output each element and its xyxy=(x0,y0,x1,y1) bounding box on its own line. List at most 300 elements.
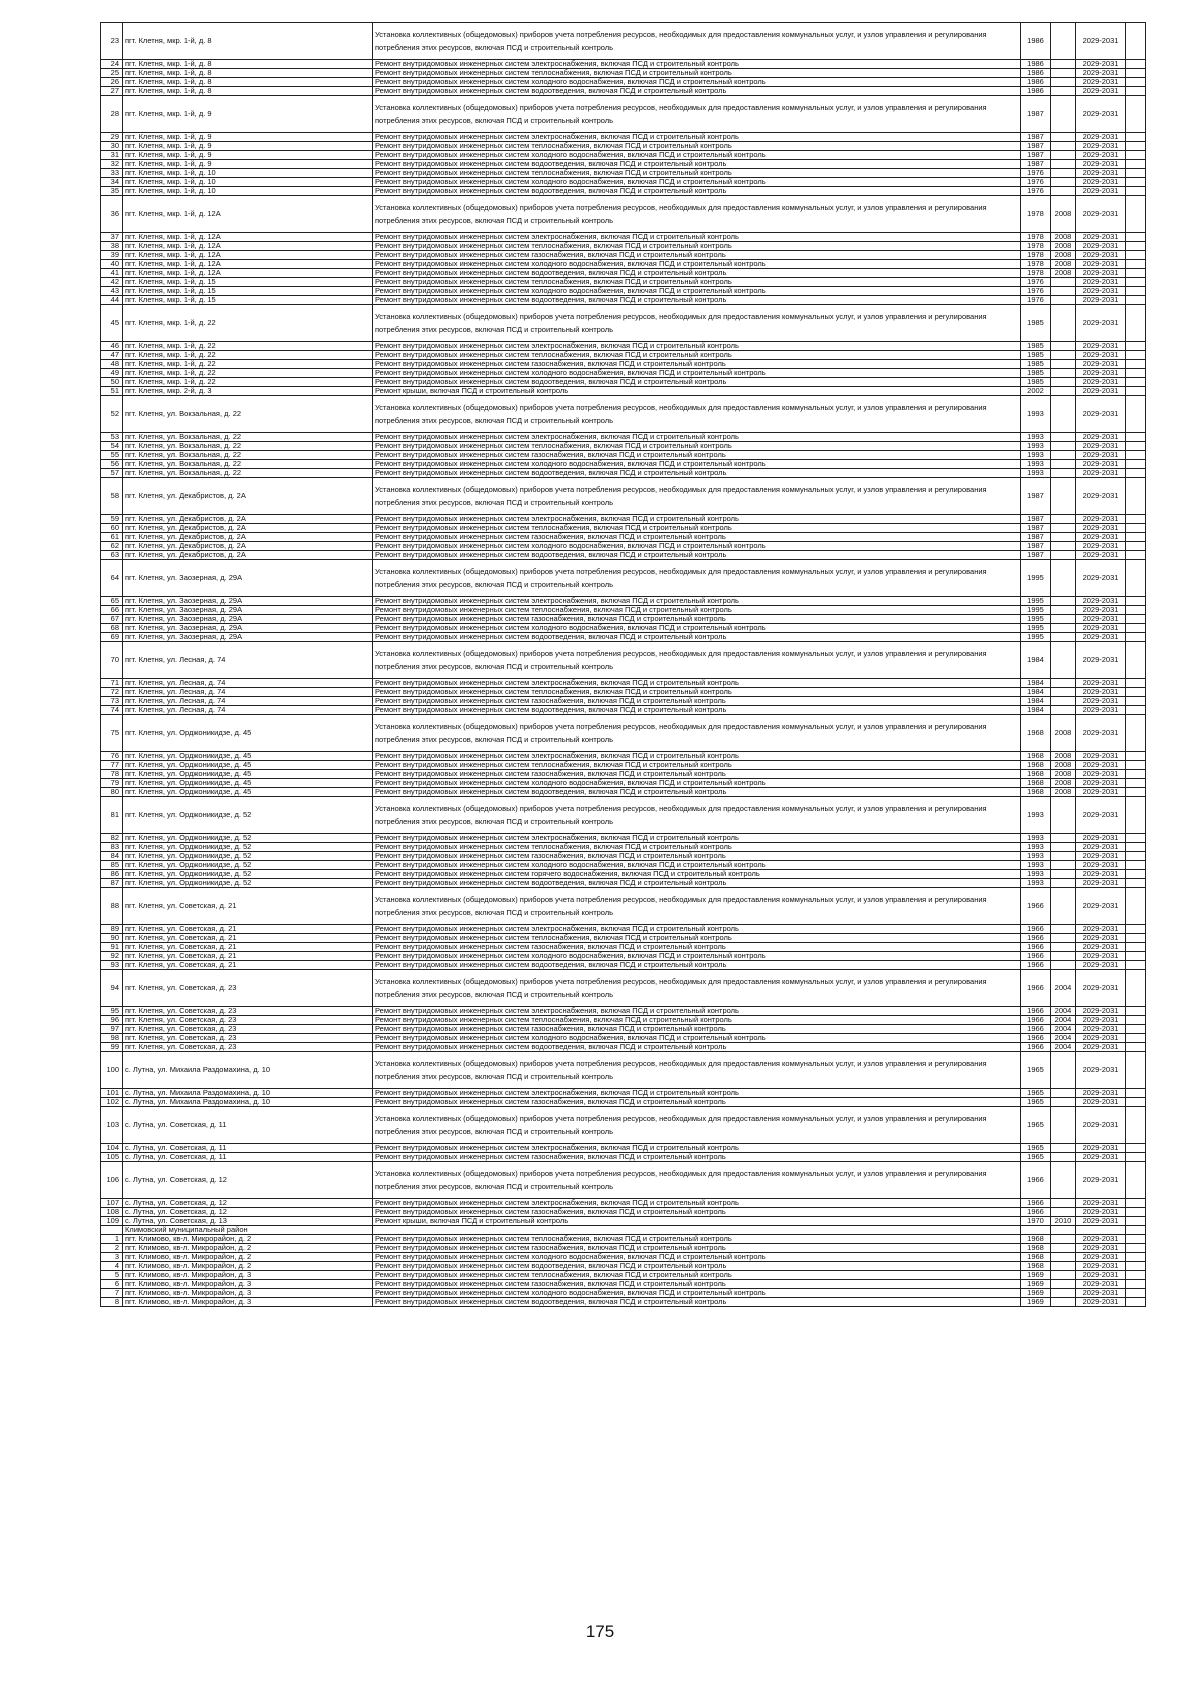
address-cell: пгт. Клетня, мкр. 1-й, д. 12А xyxy=(123,269,373,278)
row-number: 61 xyxy=(101,533,123,542)
address-cell: пгт. Климово, кв-л. Микрорайон, д. 2 xyxy=(123,1235,373,1244)
empty-cell xyxy=(1126,1253,1146,1262)
last-repair-year-cell xyxy=(1051,688,1076,697)
address-cell: пгт. Клетня, ул. Орджоникидзе, д. 52 xyxy=(123,852,373,861)
last-repair-year-cell xyxy=(1051,515,1076,524)
work-type-cell: Ремонт внутридомовых инженерных систем холодного водоснабжения, включая ПСД и строительный контроль xyxy=(373,287,1021,296)
address-cell: пгт. Клетня, ул. Лесная, д. 74 xyxy=(123,688,373,697)
row-number: 23 xyxy=(101,23,123,60)
table-row xyxy=(101,934,1146,943)
last-repair-year-cell: 2008 xyxy=(1051,761,1076,770)
table-row xyxy=(101,1144,1146,1153)
row-number: 41 xyxy=(101,269,123,278)
empty-cell xyxy=(1126,369,1146,378)
empty-cell xyxy=(1126,251,1146,260)
work-type-cell: Ремонт внутридомовых инженерных систем газоснабжения, включая ПСД и строительный контроль xyxy=(373,1244,1021,1253)
planned-period-cell: 2029-2031 xyxy=(1076,852,1126,861)
address-cell: пгт. Клетня, ул. Орджоникидзе, д. 45 xyxy=(123,752,373,761)
work-type-cell: Установка коллективных (общедомовых) приборов учета потребления ресурсов, необходимых для предоставления коммунальных услуг, и узлов управления и регулирования потребления этих ресурсов, включая ПСД и строительный контроль xyxy=(373,96,1021,133)
table-row xyxy=(101,597,1146,606)
address-cell: с. Лутна, ул. Советская, д. 11 xyxy=(123,1153,373,1162)
empty-cell xyxy=(1126,23,1146,60)
build-year-cell: 1987 xyxy=(1021,515,1051,524)
table-row xyxy=(101,679,1146,688)
work-type-cell: Установка коллективных (общедомовых) приборов учета потребления ресурсов, необходимых для предоставления коммунальных услуг, и узлов управления и регулирования потребления этих ресурсов, включая ПСД и строительный контроль xyxy=(373,1162,1021,1199)
empty-cell xyxy=(1126,178,1146,187)
table-row xyxy=(101,752,1146,761)
table-row xyxy=(101,1199,1146,1208)
empty-cell xyxy=(1126,1271,1146,1280)
build-year-cell: 1966 xyxy=(1021,1043,1051,1052)
planned-period-cell: 2029-2031 xyxy=(1076,60,1126,69)
table-row xyxy=(101,770,1146,779)
work-type-cell: Ремонт внутридомовых инженерных систем холодного водоснабжения, включая ПСД и строительный контроль xyxy=(373,779,1021,788)
build-year-cell: 1984 xyxy=(1021,688,1051,697)
build-year-cell: 1968 xyxy=(1021,779,1051,788)
build-year-cell: 1987 xyxy=(1021,160,1051,169)
empty-cell xyxy=(1126,378,1146,387)
work-type-cell: Ремонт внутридомовых инженерных систем теплоснабжения, включая ПСД и строительный контроль xyxy=(373,761,1021,770)
work-type-cell: Ремонт внутридомовых инженерных систем электроснабжения, включая ПСД и строительный контроль xyxy=(373,515,1021,524)
build-year-cell: 1968 xyxy=(1021,1262,1051,1271)
planned-period-cell: 2029-2031 xyxy=(1076,888,1126,925)
work-type-cell: Ремонт внутридомовых инженерных систем электроснабжения, включая ПСД и строительный контроль xyxy=(373,133,1021,142)
last-repair-year-cell xyxy=(1051,560,1076,597)
work-type-cell: Ремонт внутридомовых инженерных систем электроснабжения, включая ПСД и строительный контроль xyxy=(373,834,1021,843)
build-year-cell: 1966 xyxy=(1021,1199,1051,1208)
row-number: 86 xyxy=(101,870,123,879)
last-repair-year-cell xyxy=(1051,142,1076,151)
planned-period-cell: 2029-2031 xyxy=(1076,269,1126,278)
last-repair-year-cell xyxy=(1051,952,1076,961)
table-row xyxy=(101,542,1146,551)
address-cell: с. Лутна, ул. Советская, д. 13 xyxy=(123,1217,373,1226)
work-type-cell: Ремонт внутридомовых инженерных систем электроснабжения, включая ПСД и строительный контроль xyxy=(373,433,1021,442)
build-year-cell: 1985 xyxy=(1021,360,1051,369)
work-type-cell: Ремонт внутридомовых инженерных систем электроснабжения, включая ПСД и строительный контроль xyxy=(373,925,1021,934)
row-number: 108 xyxy=(101,1208,123,1217)
address-cell: пгт. Клетня, мкр. 1-й, д. 12А xyxy=(123,251,373,260)
planned-period-cell: 2029-2031 xyxy=(1076,460,1126,469)
work-type-cell: Установка коллективных (общедомовых) приборов учета потребления ресурсов, необходимых для предоставления коммунальных услуг, и узлов управления и регулирования потребления этих ресурсов, включая ПСД и строительный контроль xyxy=(373,970,1021,1007)
empty-cell xyxy=(1126,870,1146,879)
planned-period-cell: 2029-2031 xyxy=(1076,169,1126,178)
address-cell: пгт. Клетня, мкр. 1-й, д. 22 xyxy=(123,351,373,360)
row-number: 50 xyxy=(101,378,123,387)
build-year-cell: 1985 xyxy=(1021,305,1051,342)
build-year-cell: 1987 xyxy=(1021,524,1051,533)
empty-cell xyxy=(1126,715,1146,752)
build-year-cell: 1993 xyxy=(1021,433,1051,442)
address-cell: пгт. Климово, кв-л. Микрорайон, д. 3 xyxy=(123,1289,373,1298)
planned-period-cell: 2029-2031 xyxy=(1076,1025,1126,1034)
table-row xyxy=(101,606,1146,615)
address-cell: пгт. Клетня, ул. Советская, д. 23 xyxy=(123,970,373,1007)
table-row xyxy=(101,888,1146,925)
planned-period-cell: 2029-2031 xyxy=(1076,697,1126,706)
last-repair-year-cell xyxy=(1051,1089,1076,1098)
planned-period-cell: 2029-2031 xyxy=(1076,752,1126,761)
empty-cell xyxy=(1126,697,1146,706)
address-cell: пгт. Клетня, мкр. 1-й, д. 9 xyxy=(123,151,373,160)
row-number: 43 xyxy=(101,287,123,296)
work-type-cell: Ремонт внутридомовых инженерных систем электроснабжения, включая ПСД и строительный контроль xyxy=(373,1199,1021,1208)
planned-period-cell: 2029-2031 xyxy=(1076,133,1126,142)
address-cell: с. Лутна, ул. Советская, д. 12 xyxy=(123,1208,373,1217)
build-year-cell: 1987 xyxy=(1021,551,1051,560)
table-row xyxy=(101,460,1146,469)
row-number: 91 xyxy=(101,943,123,952)
row-number: 40 xyxy=(101,260,123,269)
work-type-cell: Ремонт внутридомовых инженерных систем холодного водоснабжения, включая ПСД и строительный контроль xyxy=(373,624,1021,633)
planned-period-cell: 2029-2031 xyxy=(1076,1034,1126,1043)
row-number: 37 xyxy=(101,233,123,242)
address-cell: пгт. Клетня, мкр. 1-й, д. 8 xyxy=(123,23,373,60)
table-row xyxy=(101,1262,1146,1271)
last-repair-year-cell xyxy=(1051,879,1076,888)
last-repair-year-cell xyxy=(1051,843,1076,852)
planned-period-cell: 2029-2031 xyxy=(1076,688,1126,697)
table-row xyxy=(101,96,1146,133)
empty-cell xyxy=(1126,296,1146,305)
work-type-cell: Ремонт внутридомовых инженерных систем теплоснабжения, включая ПСД и строительный контроль xyxy=(373,69,1021,78)
address-cell: пгт. Клетня, мкр. 1-й, д. 22 xyxy=(123,369,373,378)
table-row xyxy=(101,943,1146,952)
last-repair-year-cell xyxy=(1051,1235,1076,1244)
empty-cell xyxy=(1126,260,1146,269)
work-type-cell: Ремонт внутридомовых инженерных систем холодного водоснабжения, включая ПСД и строительный контроль xyxy=(373,1253,1021,1262)
build-year-cell: 1966 xyxy=(1021,970,1051,1007)
build-year-cell: 1993 xyxy=(1021,861,1051,870)
work-type-cell: Ремонт внутридомовых инженерных систем холодного водоснабжения, включая ПСД и строительный контроль xyxy=(373,952,1021,961)
empty-cell xyxy=(1126,888,1146,925)
last-repair-year-cell xyxy=(1051,1153,1076,1162)
table-row xyxy=(101,1289,1146,1298)
row-number: 68 xyxy=(101,624,123,633)
planned-period-cell: 2029-2031 xyxy=(1076,515,1126,524)
build-year-cell: 1966 xyxy=(1021,1025,1051,1034)
last-repair-year-cell xyxy=(1051,624,1076,633)
table-row xyxy=(101,142,1146,151)
empty-cell xyxy=(1126,1025,1146,1034)
build-year-cell: 1965 xyxy=(1021,1052,1051,1089)
table-row xyxy=(101,278,1146,287)
empty-cell xyxy=(1126,515,1146,524)
last-repair-year-cell: 2008 xyxy=(1051,269,1076,278)
row-number: 7 xyxy=(101,1289,123,1298)
empty-cell xyxy=(1126,852,1146,861)
build-year-cell: 1968 xyxy=(1021,1253,1051,1262)
build-year-cell: 1993 xyxy=(1021,396,1051,433)
address-cell: пгт. Клетня, мкр. 1-й, д. 15 xyxy=(123,287,373,296)
build-year-cell: 1968 xyxy=(1021,752,1051,761)
work-type-cell: Ремонт внутридомовых инженерных систем теплоснабжения, включая ПСД и строительный контроль xyxy=(373,169,1021,178)
planned-period-cell: 2029-2031 xyxy=(1076,560,1126,597)
table-row xyxy=(101,369,1146,378)
empty-cell xyxy=(1126,551,1146,560)
last-repair-year-cell xyxy=(1051,460,1076,469)
planned-period-cell: 2029-2031 xyxy=(1076,1280,1126,1289)
table-row xyxy=(101,251,1146,260)
table-row xyxy=(101,160,1146,169)
empty-cell xyxy=(1126,1226,1146,1235)
build-year-cell: 1969 xyxy=(1021,1298,1051,1307)
planned-period-cell: 2029-2031 xyxy=(1076,879,1126,888)
planned-period-cell: 2029-2031 xyxy=(1076,360,1126,369)
last-repair-year-cell xyxy=(1051,469,1076,478)
address-cell: пгт. Клетня, ул. Заозерная, д. 29А xyxy=(123,633,373,642)
last-repair-year-cell xyxy=(1051,797,1076,834)
address-cell: пгт. Клетня, ул. Декабристов, д. 2А xyxy=(123,533,373,542)
work-type-cell: Ремонт внутридомовых инженерных систем газоснабжения, включая ПСД и строительный контроль xyxy=(373,770,1021,779)
planned-period-cell: 2029-2031 xyxy=(1076,1153,1126,1162)
row-number: 99 xyxy=(101,1043,123,1052)
work-type-cell: Ремонт внутридомовых инженерных систем холодного водоснабжения, включая ПСД и строительный контроль xyxy=(373,178,1021,187)
build-year-cell: 1976 xyxy=(1021,178,1051,187)
empty-cell xyxy=(1126,1043,1146,1052)
row-number: 77 xyxy=(101,761,123,770)
empty-cell xyxy=(1126,843,1146,852)
build-year-cell: 1966 xyxy=(1021,888,1051,925)
work-type-cell: Ремонт внутридомовых инженерных систем холодного водоснабжения, включая ПСД и строительный контроль xyxy=(373,369,1021,378)
last-repair-year-cell: 2010 xyxy=(1051,1217,1076,1226)
last-repair-year-cell xyxy=(1051,1271,1076,1280)
planned-period-cell: 2029-2031 xyxy=(1076,615,1126,624)
empty-cell xyxy=(1126,151,1146,160)
empty-cell xyxy=(1126,1162,1146,1199)
empty-cell xyxy=(1126,970,1146,1007)
planned-period-cell: 2029-2031 xyxy=(1076,642,1126,679)
empty-cell xyxy=(1126,287,1146,296)
empty-cell xyxy=(1126,1016,1146,1025)
empty-cell xyxy=(1126,242,1146,251)
planned-period-cell: 2029-2031 xyxy=(1076,943,1126,952)
address-cell: пгт. Клетня, мкр. 1-й, д. 15 xyxy=(123,278,373,287)
work-type-cell: Ремонт внутридомовых инженерных систем водоотведения, включая ПСД и строительный контроль xyxy=(373,269,1021,278)
empty-cell xyxy=(1051,1226,1076,1235)
planned-period-cell: 2029-2031 xyxy=(1076,1016,1126,1025)
empty-cell xyxy=(1126,925,1146,934)
row-number: 100 xyxy=(101,1052,123,1089)
build-year-cell: 1995 xyxy=(1021,560,1051,597)
build-year-cell: 1968 xyxy=(1021,761,1051,770)
build-year-cell: 1993 xyxy=(1021,852,1051,861)
build-year-cell: 1993 xyxy=(1021,469,1051,478)
table-row xyxy=(101,706,1146,715)
row-number: 82 xyxy=(101,834,123,843)
address-cell: пгт. Клетня, мкр. 1-й, д. 8 xyxy=(123,87,373,96)
table-row xyxy=(101,879,1146,888)
last-repair-year-cell: 2004 xyxy=(1051,1034,1076,1043)
row-number: 101 xyxy=(101,1089,123,1098)
last-repair-year-cell xyxy=(1051,706,1076,715)
work-type-cell: Ремонт внутридомовых инженерных систем водоотведения, включая ПСД и строительный контроль xyxy=(373,296,1021,305)
build-year-cell: 1965 xyxy=(1021,1098,1051,1107)
capital-repair-table xyxy=(100,22,1146,1307)
build-year-cell: 1993 xyxy=(1021,870,1051,879)
address-cell: пгт. Клетня, ул. Вокзальная, д. 22 xyxy=(123,442,373,451)
planned-period-cell: 2029-2031 xyxy=(1076,1217,1126,1226)
build-year-cell: 1978 xyxy=(1021,196,1051,233)
work-type-cell: Ремонт внутридомовых инженерных систем газоснабжения, включая ПСД и строительный контроль xyxy=(373,533,1021,542)
build-year-cell: 1986 xyxy=(1021,87,1051,96)
planned-period-cell: 2029-2031 xyxy=(1076,260,1126,269)
planned-period-cell: 2029-2031 xyxy=(1076,251,1126,260)
empty-cell xyxy=(1126,133,1146,142)
table-row xyxy=(101,688,1146,697)
row-number: 92 xyxy=(101,952,123,961)
planned-period-cell: 2029-2031 xyxy=(1076,442,1126,451)
table-row xyxy=(101,196,1146,233)
table-row xyxy=(101,788,1146,797)
address-cell: пгт. Клетня, мкр. 1-й, д. 12А xyxy=(123,233,373,242)
work-type-cell: Ремонт внутридомовых инженерных систем теплоснабжения, включая ПСД и строительный контроль xyxy=(373,606,1021,615)
table-row xyxy=(101,1016,1146,1025)
empty-cell xyxy=(1126,1144,1146,1153)
build-year-cell: 1986 xyxy=(1021,60,1051,69)
work-type-cell: Ремонт внутридомовых инженерных систем водоотведения, включая ПСД и строительный контроль xyxy=(373,187,1021,196)
row-number: 49 xyxy=(101,369,123,378)
build-year-cell: 1985 xyxy=(1021,351,1051,360)
table-row xyxy=(101,269,1146,278)
address-cell: пгт. Клетня, ул. Декабристов, д. 2А xyxy=(123,515,373,524)
build-year-cell: 1995 xyxy=(1021,624,1051,633)
work-type-cell: Ремонт внутридомовых инженерных систем электроснабжения, включая ПСД и строительный контроль xyxy=(373,597,1021,606)
planned-period-cell: 2029-2031 xyxy=(1076,1253,1126,1262)
empty-cell xyxy=(1126,1235,1146,1244)
last-repair-year-cell xyxy=(1051,305,1076,342)
address-cell: пгт. Климово, кв-л. Микрорайон, д. 2 xyxy=(123,1253,373,1262)
table-row xyxy=(101,852,1146,861)
address-cell: пгт. Клетня, ул. Заозерная, д. 29А xyxy=(123,624,373,633)
address-cell: пгт. Клетня, ул. Орджоникидзе, д. 52 xyxy=(123,797,373,834)
row-number: 33 xyxy=(101,169,123,178)
work-type-cell: Установка коллективных (общедомовых) приборов учета потребления ресурсов, необходимых для предоставления коммунальных услуг, и узлов управления и регулирования потребления этих ресурсов, включая ПСД и строительный контроль xyxy=(373,888,1021,925)
table-row xyxy=(101,169,1146,178)
table-row xyxy=(101,615,1146,624)
build-year-cell: 1995 xyxy=(1021,597,1051,606)
row-number: 44 xyxy=(101,296,123,305)
table-row xyxy=(101,133,1146,142)
table-row xyxy=(101,697,1146,706)
address-cell: пгт. Клетня, мкр. 2-й, д. 3 xyxy=(123,387,373,396)
build-year-cell: 1978 xyxy=(1021,251,1051,260)
build-year-cell: 1985 xyxy=(1021,369,1051,378)
last-repair-year-cell xyxy=(1051,169,1076,178)
table-row xyxy=(101,1043,1146,1052)
planned-period-cell: 2029-2031 xyxy=(1076,196,1126,233)
last-repair-year-cell: 2008 xyxy=(1051,788,1076,797)
table-row xyxy=(101,861,1146,870)
address-cell: пгт. Клетня, ул. Декабристов, д. 2А xyxy=(123,478,373,515)
planned-period-cell: 2029-2031 xyxy=(1076,952,1126,961)
row-number: 3 xyxy=(101,1253,123,1262)
address-cell: пгт. Клетня, ул. Советская, д. 23 xyxy=(123,1007,373,1016)
address-cell: пгт. Клетня, ул. Декабристов, д. 2А xyxy=(123,524,373,533)
last-repair-year-cell xyxy=(1051,378,1076,387)
address-cell: пгт. Клетня, мкр. 1-й, д. 10 xyxy=(123,187,373,196)
build-year-cell: 1968 xyxy=(1021,1235,1051,1244)
last-repair-year-cell xyxy=(1051,451,1076,460)
work-type-cell: Ремонт внутридомовых инженерных систем электроснабжения, включая ПСД и строительный контроль xyxy=(373,1007,1021,1016)
work-type-cell: Ремонт внутридомовых инженерных систем газоснабжения, включая ПСД и строительный контроль xyxy=(373,943,1021,952)
last-repair-year-cell xyxy=(1051,360,1076,369)
address-cell: пгт. Клетня, ул. Советская, д. 23 xyxy=(123,1043,373,1052)
planned-period-cell: 2029-2031 xyxy=(1076,1052,1126,1089)
empty-cell xyxy=(1126,60,1146,69)
last-repair-year-cell xyxy=(1051,1244,1076,1253)
work-type-cell: Ремонт внутридомовых инженерных систем водоотведения, включая ПСД и строительный контроль xyxy=(373,1298,1021,1307)
address-cell: пгт. Клетня, ул. Заозерная, д. 29А xyxy=(123,597,373,606)
planned-period-cell: 2029-2031 xyxy=(1076,934,1126,943)
work-type-cell: Ремонт внутридомовых инженерных систем теплоснабжения, включая ПСД и строительный контроль xyxy=(373,1016,1021,1025)
table-row xyxy=(101,178,1146,187)
planned-period-cell: 2029-2031 xyxy=(1076,715,1126,752)
build-year-cell: 1970 xyxy=(1021,1217,1051,1226)
build-year-cell: 1987 xyxy=(1021,142,1051,151)
table-row xyxy=(101,442,1146,451)
build-year-cell: 1966 xyxy=(1021,1208,1051,1217)
row-number: 46 xyxy=(101,342,123,351)
table-row xyxy=(101,1034,1146,1043)
empty-cell xyxy=(1126,387,1146,396)
work-type-cell: Ремонт внутридомовых инженерных систем водоотведения, включая ПСД и строительный контроль xyxy=(373,633,1021,642)
address-cell: пгт. Клетня, мкр. 1-й, д. 9 xyxy=(123,142,373,151)
planned-period-cell: 2029-2031 xyxy=(1076,342,1126,351)
empty-cell xyxy=(1126,961,1146,970)
work-type-cell: Установка коллективных (общедомовых) приборов учета потребления ресурсов, необходимых для предоставления коммунальных услуг, и узлов управления и регулирования потребления этих ресурсов, включая ПСД и строительный контроль xyxy=(373,478,1021,515)
address-cell: пгт. Клетня, ул. Декабристов, д. 2А xyxy=(123,551,373,560)
table-row xyxy=(101,1153,1146,1162)
work-type-cell: Ремонт внутридомовых инженерных систем электроснабжения, включая ПСД и строительный контроль xyxy=(373,752,1021,761)
empty-cell xyxy=(1126,1052,1146,1089)
address-cell: пгт. Клетня, мкр. 1-й, д. 9 xyxy=(123,96,373,133)
work-type-cell: Ремонт внутридомовых инженерных систем теплоснабжения, включая ПСД и строительный контроль xyxy=(373,1271,1021,1280)
planned-period-cell: 2029-2031 xyxy=(1076,1235,1126,1244)
table-body xyxy=(101,23,1146,1307)
build-year-cell: 1993 xyxy=(1021,843,1051,852)
build-year-cell: 1985 xyxy=(1021,378,1051,387)
work-type-cell: Ремонт внутридомовых инженерных систем водоотведения, включая ПСД и строительный контроль xyxy=(373,961,1021,970)
work-type-cell: Ремонт внутридомовых инженерных систем холодного водоснабжения, включая ПСД и строительный контроль xyxy=(373,78,1021,87)
last-repair-year-cell xyxy=(1051,934,1076,943)
last-repair-year-cell xyxy=(1051,160,1076,169)
last-repair-year-cell xyxy=(1051,1262,1076,1271)
table-row xyxy=(101,1089,1146,1098)
planned-period-cell: 2029-2031 xyxy=(1076,861,1126,870)
work-type-cell: Ремонт внутридомовых инженерных систем холодного водоснабжения, включая ПСД и строительный контроль xyxy=(373,460,1021,469)
last-repair-year-cell xyxy=(1051,1298,1076,1307)
table-row xyxy=(101,469,1146,478)
work-type-cell: Ремонт внутридомовых инженерных систем холодного водоснабжения, включая ПСД и строительный контроль xyxy=(373,151,1021,160)
work-type-cell: Ремонт внутридомовых инженерных систем газоснабжения, включая ПСД и строительный контроль xyxy=(373,451,1021,460)
last-repair-year-cell xyxy=(1051,60,1076,69)
last-repair-year-cell xyxy=(1051,1253,1076,1262)
planned-period-cell: 2029-2031 xyxy=(1076,1298,1126,1307)
empty-cell xyxy=(1126,69,1146,78)
planned-period-cell: 2029-2031 xyxy=(1076,1107,1126,1144)
build-year-cell: 1984 xyxy=(1021,706,1051,715)
table-row xyxy=(101,624,1146,633)
last-repair-year-cell xyxy=(1051,888,1076,925)
row-number: 66 xyxy=(101,606,123,615)
last-repair-year-cell xyxy=(1051,697,1076,706)
address-cell: пгт. Клетня, мкр. 1-й, д. 10 xyxy=(123,178,373,187)
address-cell: пгт. Клетня, ул. Орджоникидзе, д. 52 xyxy=(123,843,373,852)
planned-period-cell: 2029-2031 xyxy=(1076,870,1126,879)
work-type-cell: Ремонт внутридомовых инженерных систем электроснабжения, включая ПСД и строительный контроль xyxy=(373,679,1021,688)
table-row xyxy=(101,551,1146,560)
